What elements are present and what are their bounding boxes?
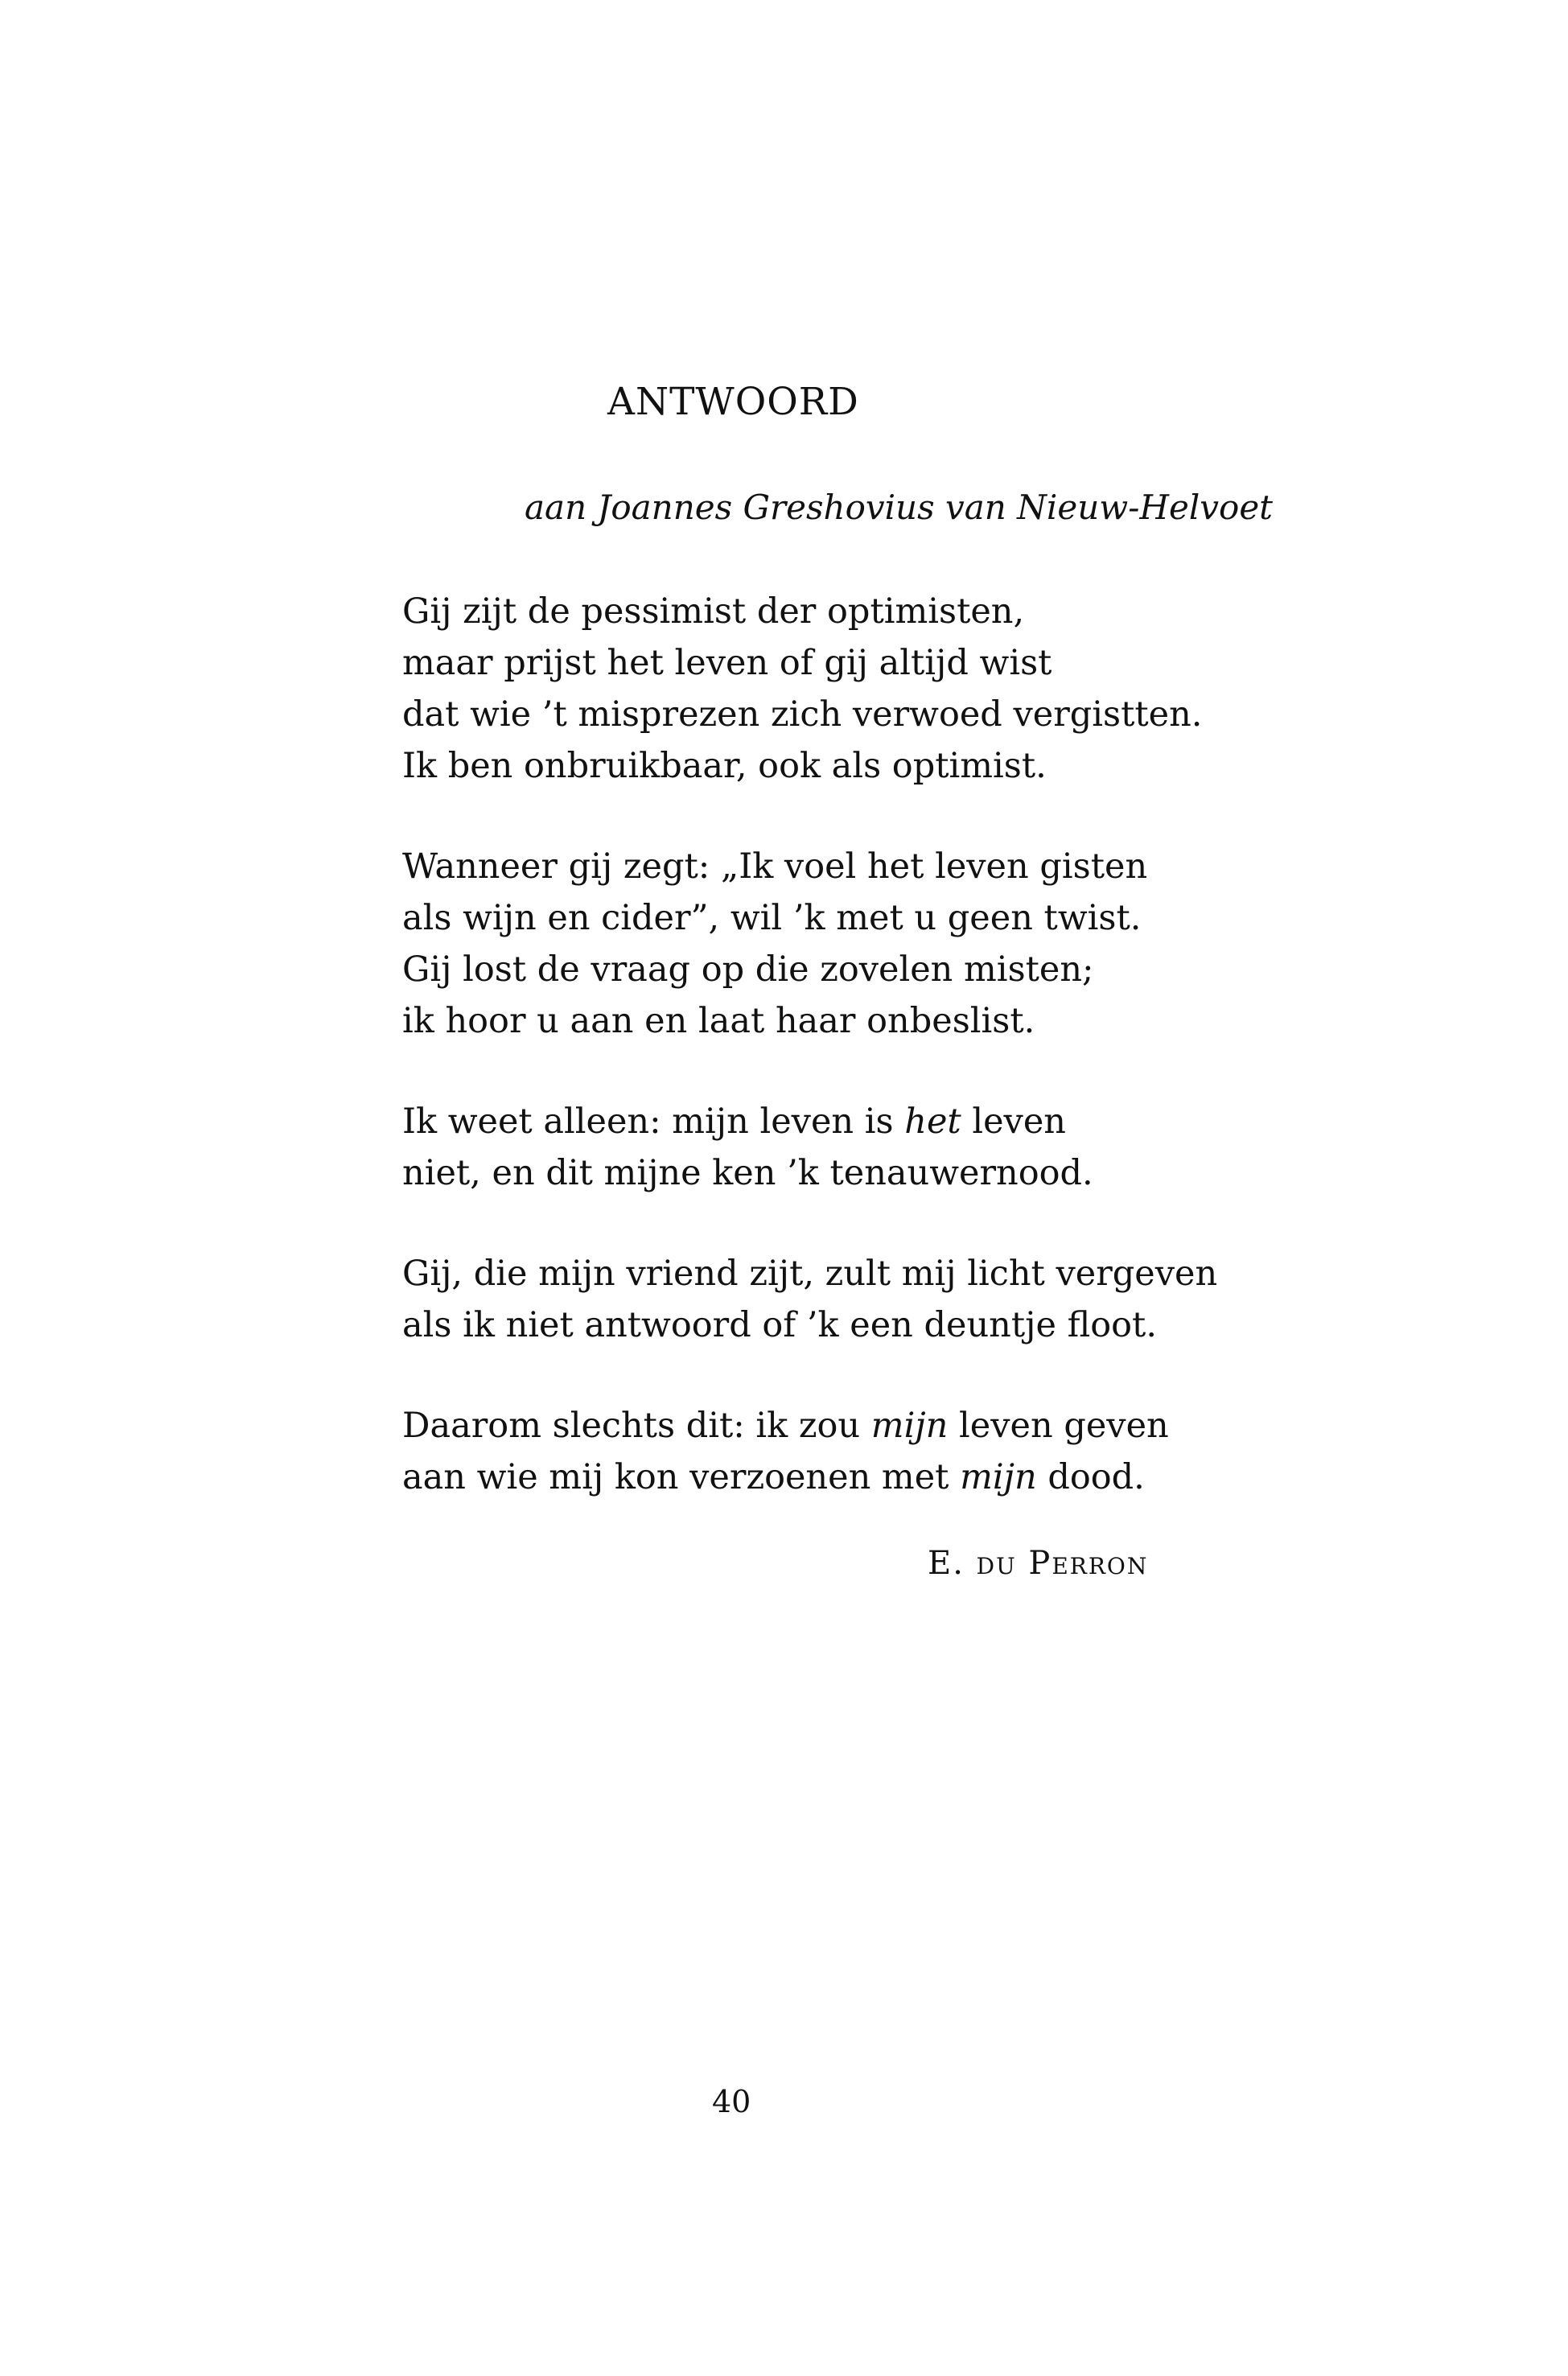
poem-line: als ik niet antwoord of ’k een deuntje floot. bbox=[402, 1305, 1158, 1345]
poem-line: niet, en dit mijne ken ’k tenauwernood. bbox=[402, 1153, 1093, 1193]
line-text: leven bbox=[961, 1102, 1066, 1142]
poem-line bbox=[402, 1096, 1271, 1147]
emphasis-word: mijn bbox=[870, 1406, 949, 1446]
author-initial: E. bbox=[928, 1545, 965, 1582]
poem-title: ANTWOORD bbox=[607, 380, 859, 424]
line-text: aan wie mij kon verzoenen met bbox=[402, 1457, 961, 1497]
line-text: dood. bbox=[1036, 1457, 1145, 1497]
poem-line: als wijn en cider”, wil ’k met u geen twist. bbox=[402, 898, 1142, 938]
poem-dedication: aan Joannes Greshovius van Nieuw-Helvoet bbox=[525, 488, 1274, 527]
poem-line: maar prijst het leven of gij altijd wist bbox=[402, 643, 1052, 683]
poem-line: Wanneer gij zegt: „Ik voel het leven gisten bbox=[402, 846, 1148, 887]
emphasis-word: mijn bbox=[960, 1457, 1037, 1497]
line-text: Daarom slechts dit: ik zou bbox=[402, 1406, 871, 1446]
page-number: 40 bbox=[712, 2084, 751, 2119]
stanza-5 bbox=[402, 1400, 1271, 1503]
stanza-1 bbox=[402, 586, 1271, 792]
poem-line: Gij lost de vraag op die zovelen misten; bbox=[402, 949, 1094, 990]
line-text: leven geven bbox=[948, 1406, 1169, 1446]
poem-line: dat wie ’t misprezen zich verwoed vergistten. bbox=[402, 694, 1203, 735]
poem-line bbox=[402, 1452, 1271, 1503]
stanza-2 bbox=[402, 841, 1271, 1047]
poem-body bbox=[402, 586, 1271, 1552]
emphasis-word: het bbox=[904, 1102, 961, 1142]
line-text: Ik weet alleen: mijn leven is bbox=[402, 1102, 905, 1142]
poem-line: Gij, die mijn vriend zijt, zult mij licht vergeven bbox=[402, 1254, 1218, 1294]
poem-line bbox=[402, 1400, 1271, 1452]
poem-line: ik hoor u aan en laat haar onbeslist. bbox=[402, 1001, 1035, 1041]
author-name: du Perron bbox=[976, 1545, 1149, 1582]
poem-line: Gij zijt de pessimist der optimisten, bbox=[402, 591, 1025, 632]
poem-author bbox=[928, 1545, 1148, 1582]
poem-line: Ik ben onbruikbaar, ook als optimist. bbox=[402, 746, 1047, 786]
stanza-3 bbox=[402, 1096, 1271, 1199]
stanza-4 bbox=[402, 1248, 1271, 1351]
